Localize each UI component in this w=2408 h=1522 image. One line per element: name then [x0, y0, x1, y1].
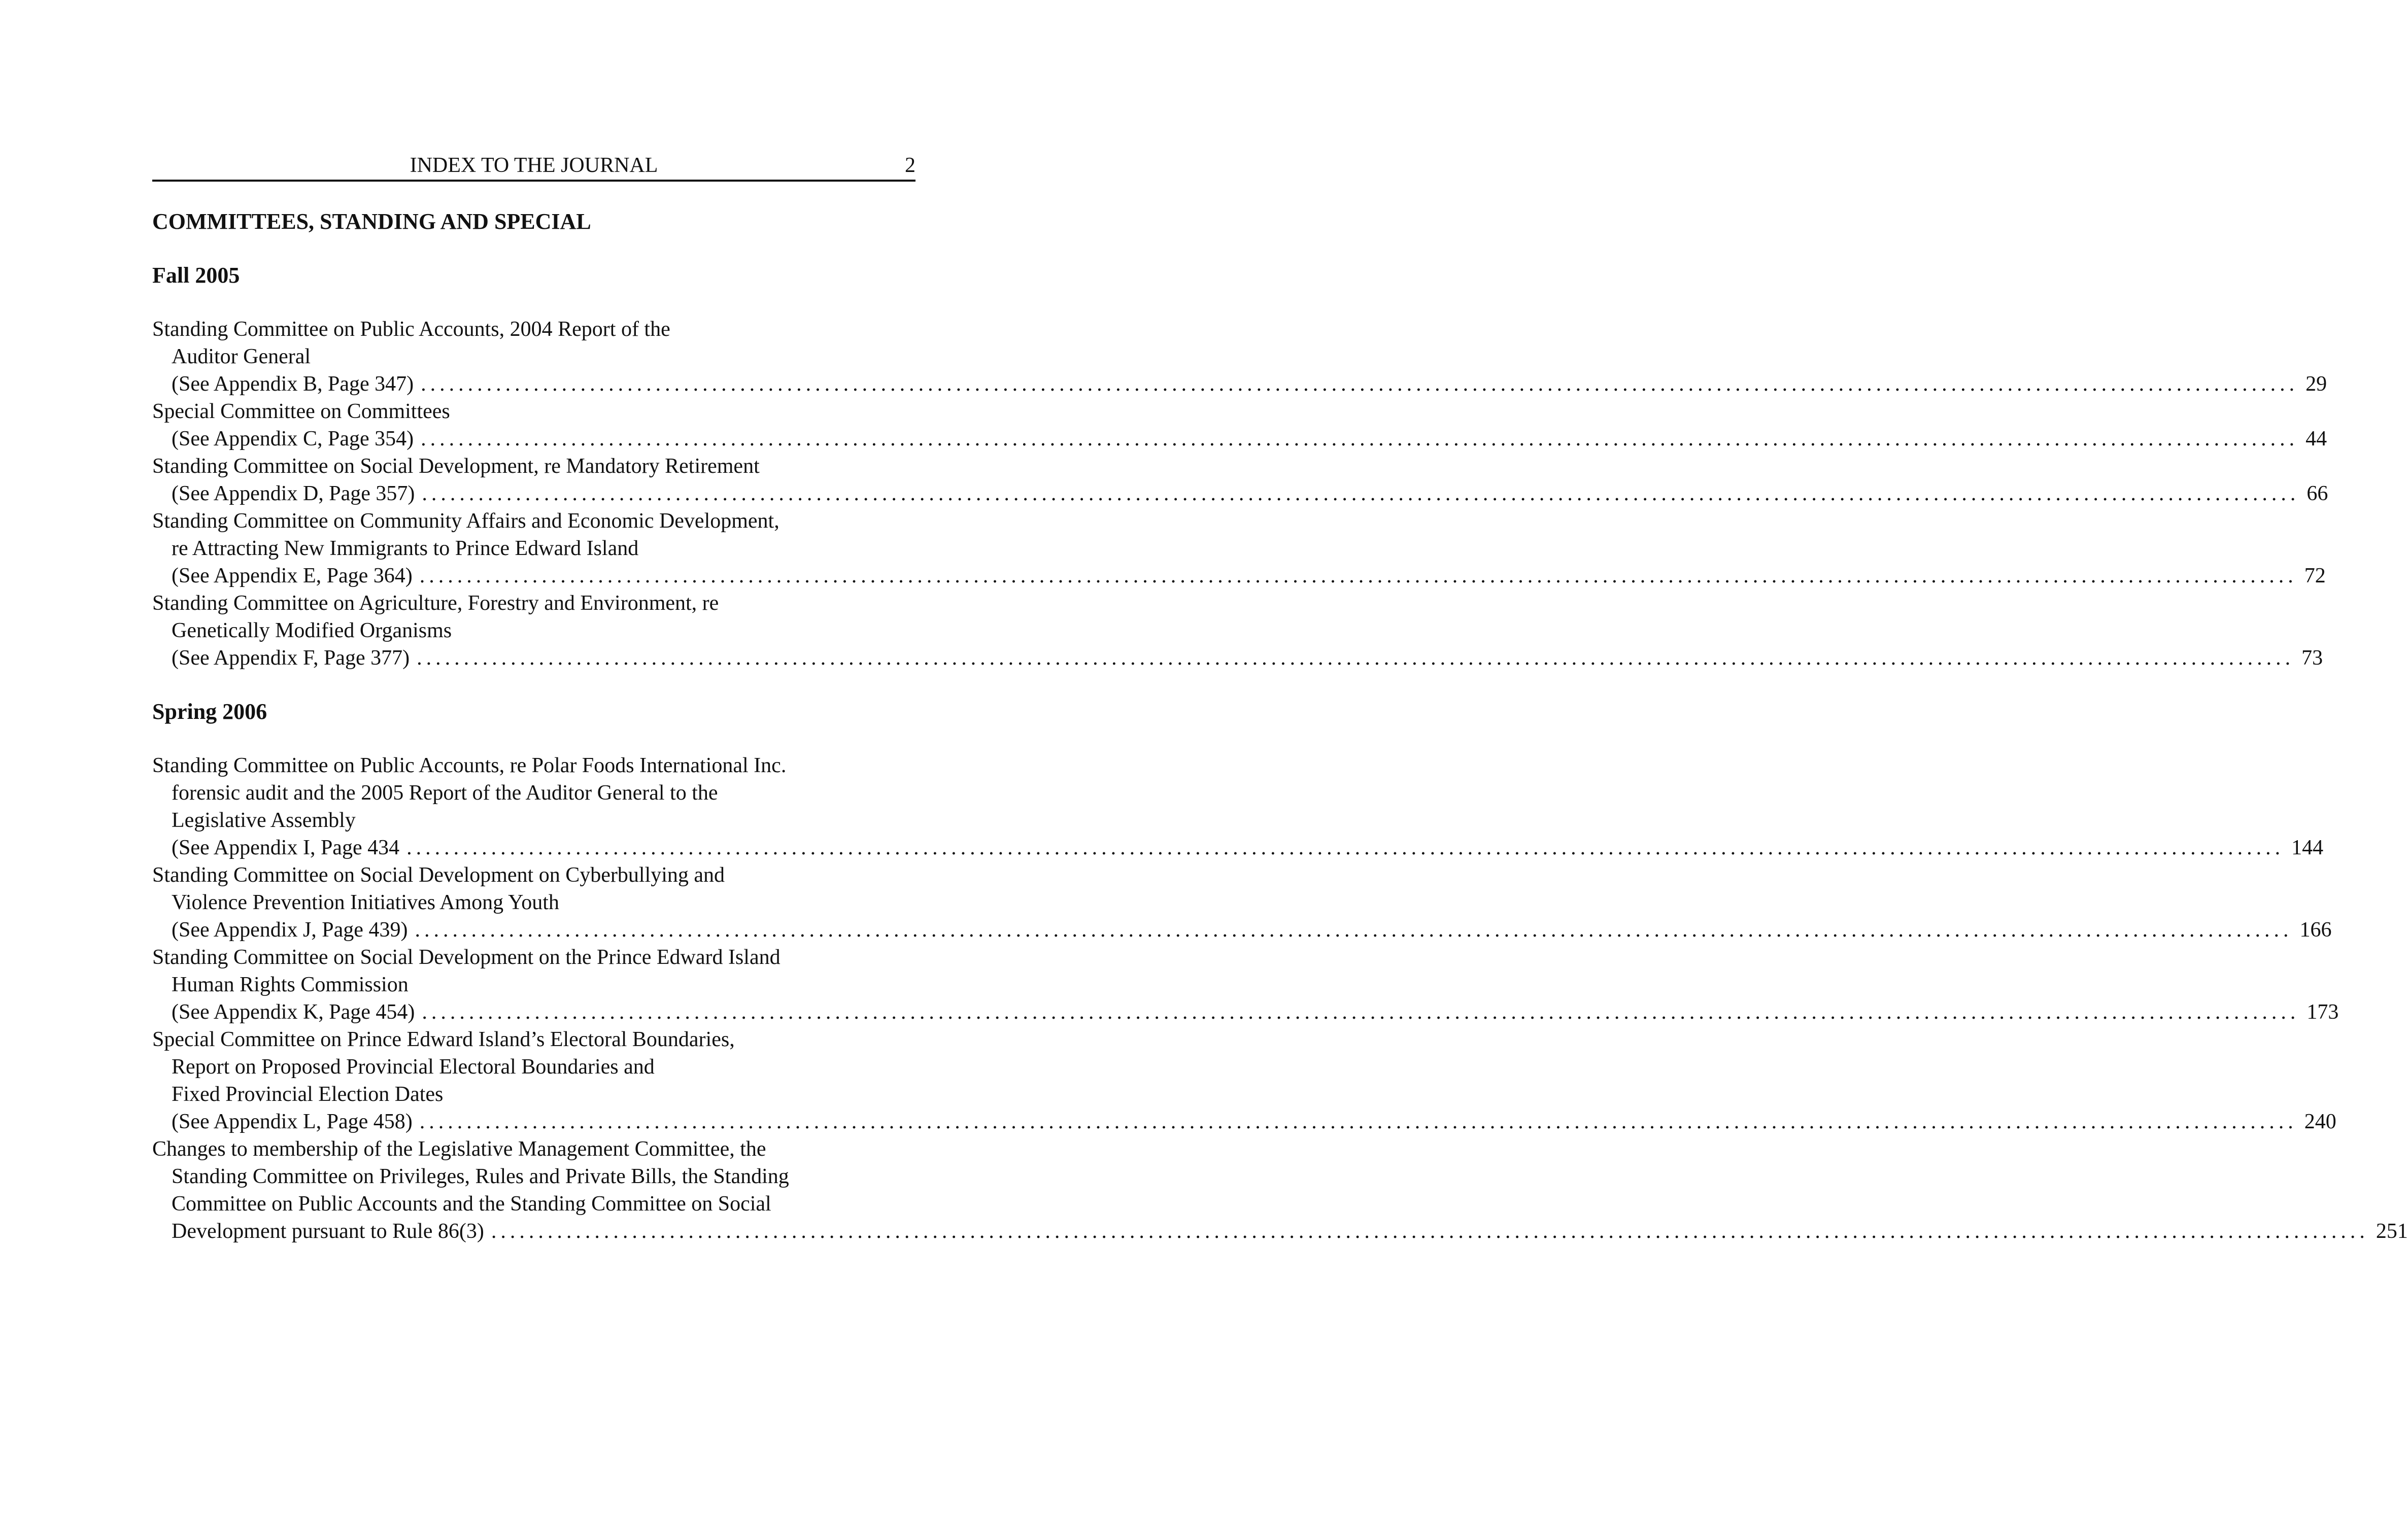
- dot-leader: ........................................................................................................................................................................................................: [421, 427, 2299, 451]
- entry-text-line: Committee on Public Accounts and the Standing Committee on Social: [172, 1192, 771, 1216]
- entry-reference-line: [152, 1108, 2336, 1135]
- appendix-reference: (See Appendix E, Page 364): [172, 564, 413, 587]
- index-content: [152, 208, 2408, 1245]
- entry-text-line: Standing Committee on Social Development on Cyberbullying and: [152, 863, 725, 887]
- entry-text-line: Standing Committee on Privileges, Rules and Private Bills, the Standing: [172, 1165, 789, 1188]
- entry-text-line: Genetically Modified Organisms: [172, 619, 452, 642]
- index-entry-list: [152, 316, 2328, 672]
- header-title: INDEX TO THE JOURNAL: [410, 154, 658, 177]
- index-entry: [152, 1026, 2336, 1135]
- entry-reference-line: [152, 916, 2332, 944]
- entry-text-line: Standing Committee on Social Development on the Prince Edward Island: [152, 946, 781, 969]
- entry-reference-line: [152, 644, 2323, 672]
- entry-text-line: Changes to membership of the Legislative Management Committee, the: [152, 1137, 766, 1161]
- appendix-reference: Development pursuant to Rule 86(3): [172, 1220, 484, 1243]
- journal-page-number: 44: [2305, 427, 2327, 451]
- section-title: Fall 2005: [152, 263, 240, 288]
- page-header: [152, 149, 915, 182]
- index-entry-list: [152, 752, 2408, 1245]
- entry-text-line: Special Committee on Prince Edward Island’s Electoral Boundaries,: [152, 1028, 735, 1051]
- journal-page-number: 173: [2307, 1000, 2339, 1024]
- index-entry: [152, 398, 2327, 453]
- section-title: Spring 2006: [152, 699, 267, 724]
- journal-page-number: 240: [2304, 1110, 2336, 1133]
- dot-leader: ........................................................................................................................................................................................................: [422, 1000, 2300, 1024]
- entry-text-line: Standing Committee on Public Accounts, re Polar Foods International Inc.: [152, 754, 787, 777]
- index-sections: [152, 262, 2408, 1245]
- dot-leader: ........................................................................................................................................................................................................: [491, 1220, 2369, 1243]
- entry-text-line: Report on Proposed Provincial Electoral Boundaries and: [172, 1055, 655, 1079]
- journal-page-number: 72: [2304, 564, 2326, 587]
- index-entry: [152, 752, 2324, 861]
- entry-text-line: Standing Committee on Public Accounts, 2004 Report of the: [152, 318, 670, 341]
- journal-page-number: 166: [2299, 918, 2332, 942]
- entry-text-line: Auditor General: [172, 345, 311, 368]
- entry-reference-line: [152, 370, 2327, 398]
- index-heading: COMMITTEES, STANDING AND SPECIAL: [152, 209, 591, 234]
- entry-text-line: Legislative Assembly: [172, 809, 356, 832]
- entry-text-line: Standing Committee on Community Affairs and Economic Development,: [152, 509, 779, 533]
- dot-leader: ........................................................................................................................................................................................................: [422, 482, 2300, 505]
- appendix-reference: (See Appendix I, Page 434: [172, 836, 400, 859]
- entry-reference-line: [152, 425, 2327, 453]
- entry-reference-line: [152, 998, 2339, 1026]
- journal-page-number: 29: [2305, 372, 2327, 396]
- entry-text-line: Human Rights Commission: [172, 973, 409, 996]
- appendix-reference: (See Appendix B, Page 347): [172, 372, 414, 396]
- dot-leader: ........................................................................................................................................................................................................: [421, 372, 2299, 396]
- journal-page-number: 251: [2376, 1220, 2408, 1243]
- appendix-reference: (See Appendix K, Page 454): [172, 1000, 415, 1024]
- entry-reference-line: [152, 834, 2324, 861]
- entry-reference-line: [152, 480, 2328, 507]
- entry-text-line: Fixed Provincial Election Dates: [172, 1083, 444, 1106]
- index-entry: [152, 861, 2332, 944]
- entry-text-line: Standing Committee on Social Development, re Mandatory Retirement: [152, 455, 760, 478]
- journal-page-number: 73: [2301, 646, 2323, 670]
- dot-leader: ........................................................................................................................................................................................................: [415, 918, 2293, 942]
- index-entry: [152, 507, 2326, 590]
- index-entry: [152, 1135, 2408, 1245]
- appendix-reference: (See Appendix F, Page 377): [172, 646, 410, 670]
- entry-text-line: Special Committee on Committees: [152, 400, 450, 423]
- entry-reference-line: [152, 1218, 2408, 1245]
- entry-text-line: re Attracting New Immigrants to Prince Edward Island: [172, 537, 639, 560]
- header-page-number: 2: [905, 154, 915, 177]
- dot-leader: ........................................................................................................................................................................................................: [419, 564, 2297, 587]
- index-entry: [152, 944, 2339, 1026]
- appendix-reference: (See Appendix L, Page 458): [172, 1110, 413, 1133]
- entry-text-line: forensic audit and the 2005 Report of the Auditor General to the: [172, 781, 718, 805]
- entry-reference-line: [152, 562, 2326, 590]
- dot-leader: ........................................................................................................................................................................................................: [417, 646, 2295, 670]
- journal-page-number: 144: [2291, 836, 2324, 859]
- entry-text-line: Standing Committee on Agriculture, Forestry and Environment, re: [152, 592, 719, 615]
- dot-leader: ........................................................................................................................................................................................................: [419, 1110, 2297, 1133]
- index-entry: [152, 316, 2327, 398]
- entry-text-line: Violence Prevention Initiatives Among Youth: [172, 891, 559, 914]
- journal-page-number: 66: [2307, 482, 2328, 505]
- appendix-reference: (See Appendix J, Page 439): [172, 918, 408, 942]
- index-entry: [152, 590, 2323, 672]
- index-entry: [152, 453, 2328, 507]
- appendix-reference: (See Appendix D, Page 357): [172, 482, 415, 505]
- dot-leader: ........................................................................................................................................................................................................: [406, 836, 2285, 859]
- appendix-reference: (See Appendix C, Page 354): [172, 427, 414, 451]
